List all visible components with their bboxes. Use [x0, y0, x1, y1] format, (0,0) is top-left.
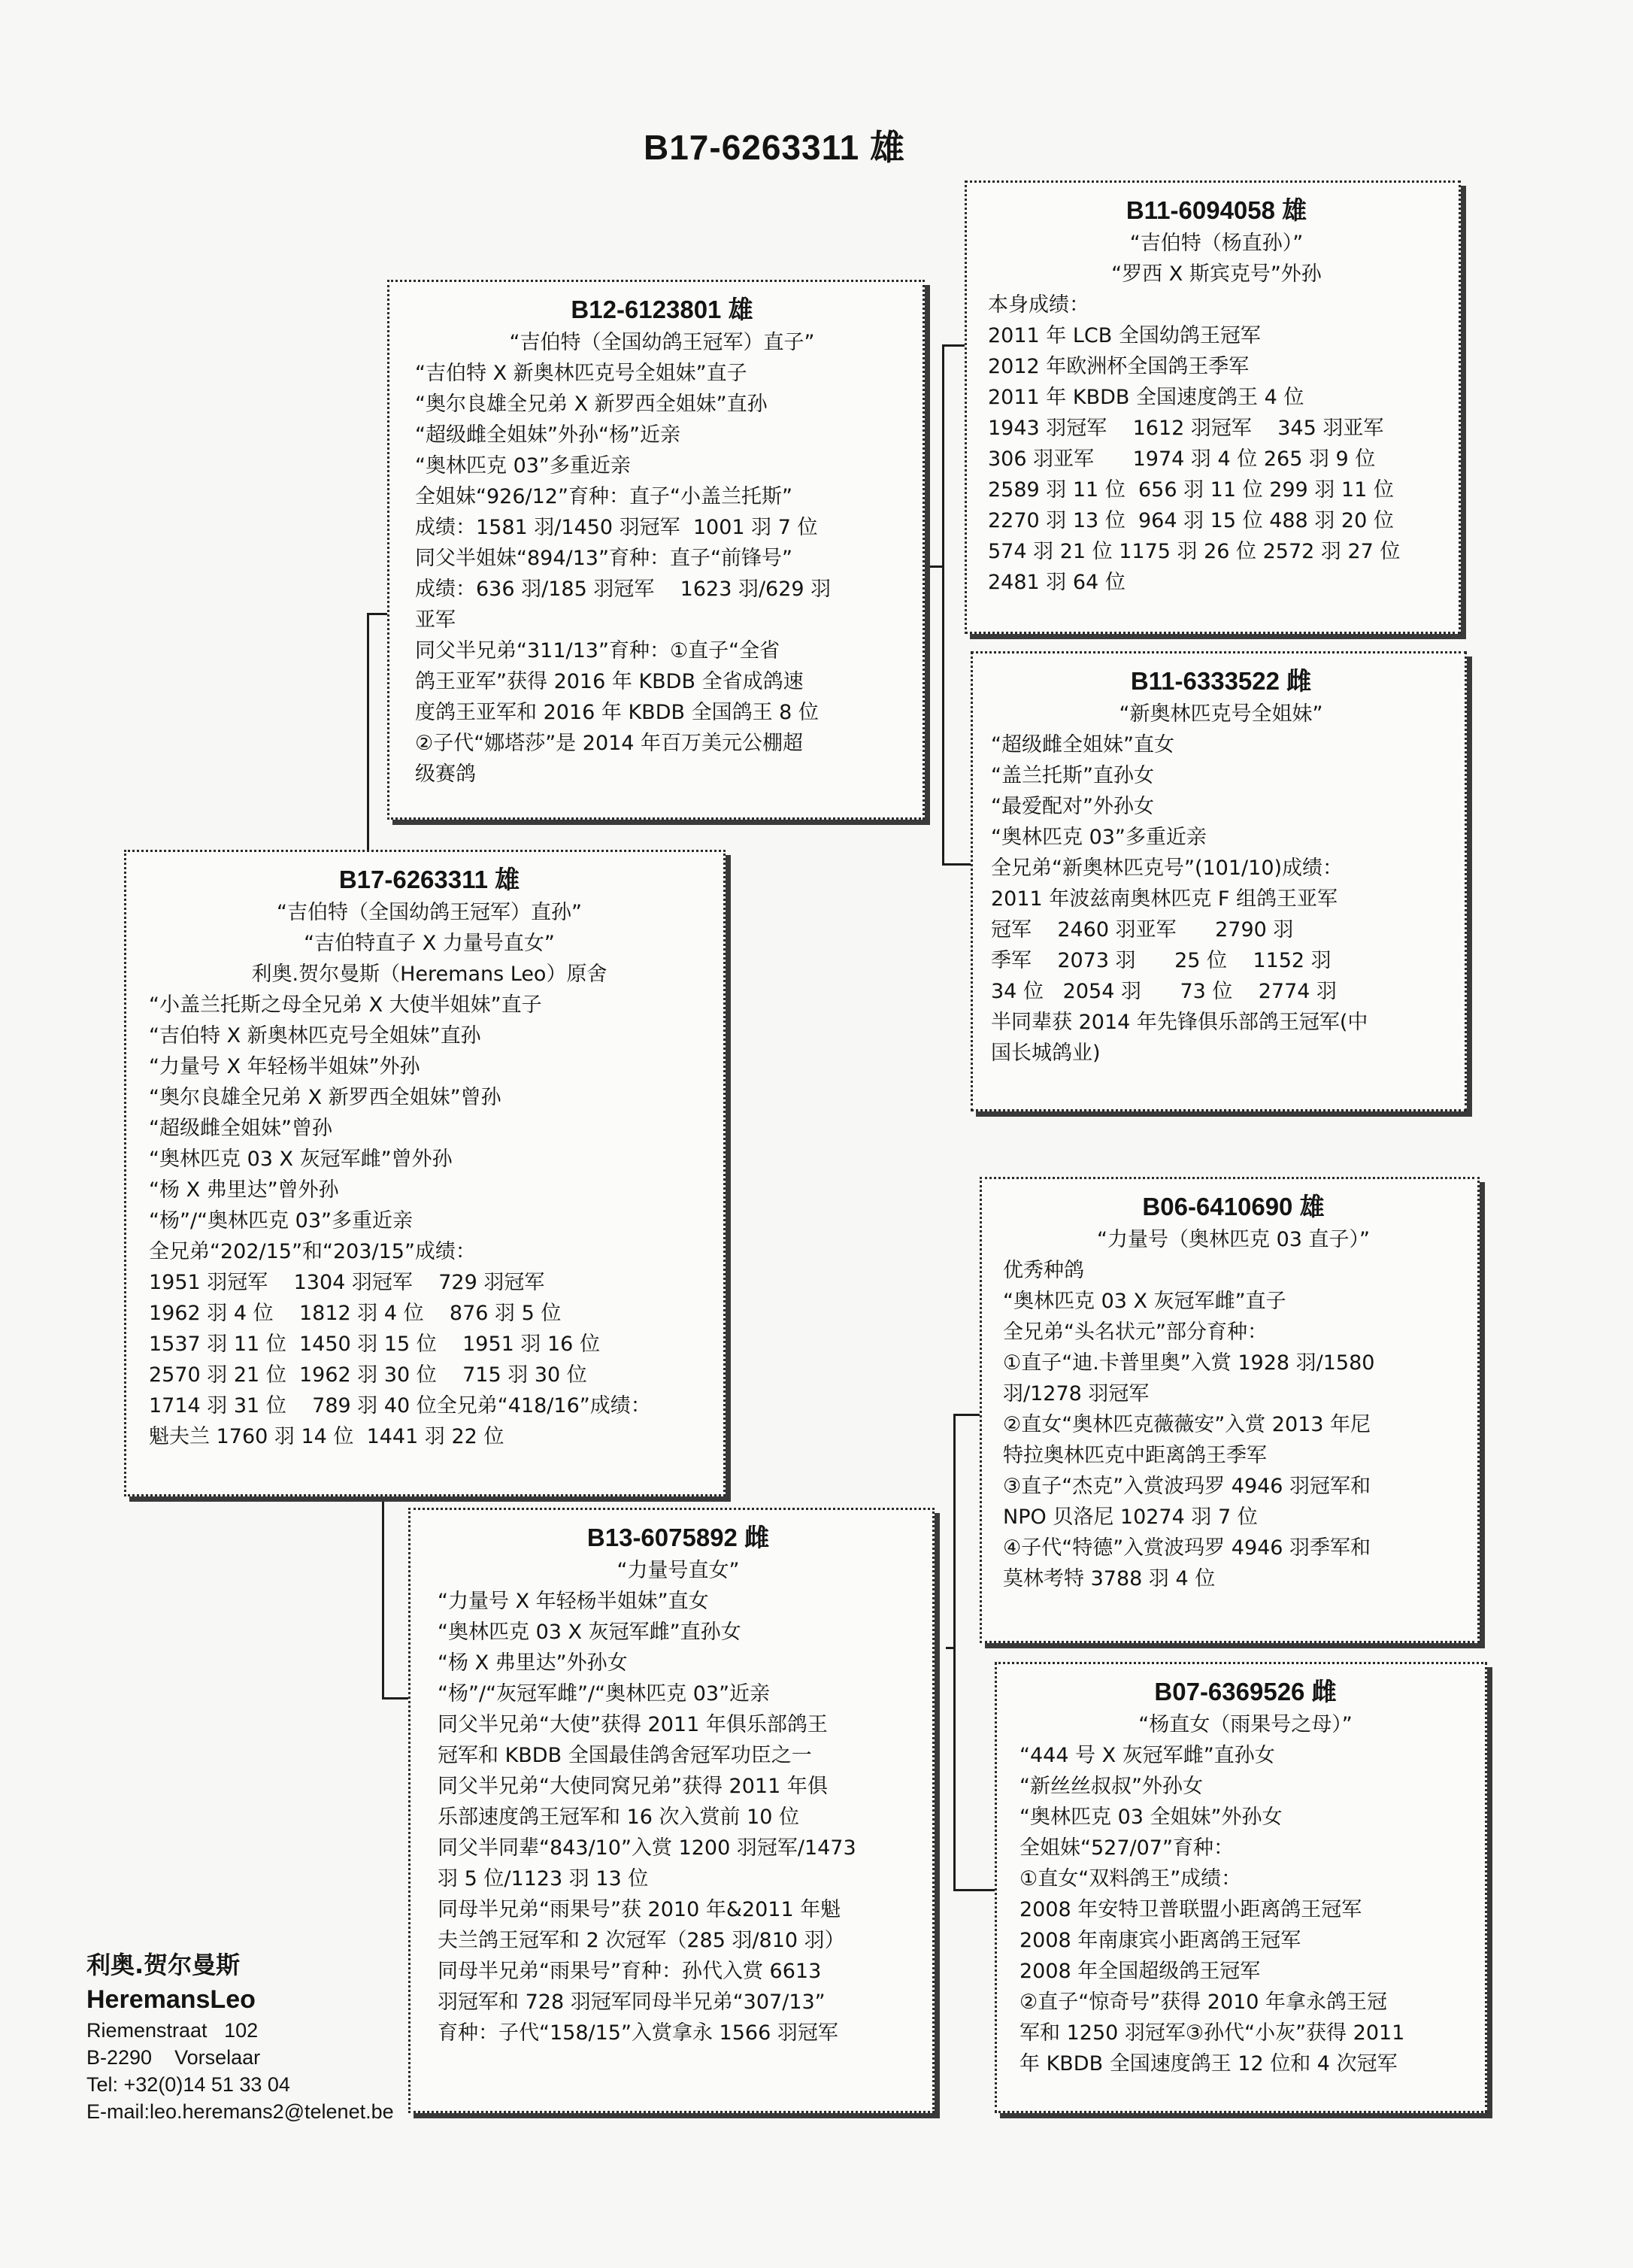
connector-sire-horizontal [367, 613, 388, 615]
ring-number: B06-6410690 雄 [1142, 1193, 1325, 1220]
card-line: 2008 年南康宾小距离鸽王冠军 [1019, 1929, 1301, 1952]
connector-dam-parents-vertical [953, 1414, 956, 1891]
pedigree-card-sire [387, 280, 925, 820]
card-line: ②直女“奥林匹克薇薇安”入赏 2013 年尼 [1003, 1413, 1371, 1436]
pedigree-card-subject [124, 850, 726, 1496]
card-line: 同父半兄弟“311/13”育种：①直子“全省 [415, 639, 780, 663]
connector-sire-parents-top [942, 344, 965, 347]
card-line: 成绩：1581 羽/1450 羽冠军 1001 羽 7 位 [415, 516, 818, 539]
card-line: 1537 羽 11 位 1450 羽 15 位 1951 羽 16 位 [149, 1333, 600, 1356]
card-line: 特拉奥林匹克中距离鸽王季军 [1003, 1444, 1267, 1467]
connector-sire-parents-vertical [942, 344, 944, 865]
card-line: “奥林匹克 03 全姐妹”外孙女 [1019, 1806, 1283, 1829]
card-line: 冠军 2460 羽亚军 2790 羽 [991, 918, 1294, 941]
card-line: “444 号 X 灰冠军雌”直孙女 [1019, 1744, 1275, 1767]
card-subtitle: “杨直女（雨果号之母）” [1138, 1713, 1353, 1736]
card-line: 冠军和 KBDB 全国最佳鸽舍冠军功臣之一 [438, 1744, 812, 1767]
ring-number: B17-6263311 雄 [338, 866, 520, 893]
breeder-name: HeremansLeo [86, 1985, 256, 2014]
card-line: 羽/1278 羽冠军 [1003, 1382, 1150, 1405]
connector-sire-parents-bottom [942, 863, 971, 866]
pedigree-card-sire-dam [971, 651, 1467, 1111]
card-subtitle: 利奥.贺尔曼斯（Heremans Leo）原舍 [251, 963, 607, 986]
ring-number: B13-6075892 雌 [586, 1524, 770, 1551]
pedigree-card-dam [408, 1508, 935, 2113]
ring-number: B11-6333522 雌 [1130, 667, 1312, 695]
card-line: “奥林匹克 03”多重近亲 [991, 826, 1207, 849]
card-line: NPO 贝洛尼 10274 羽 7 位 [1003, 1505, 1258, 1529]
connector-dam-vertical [382, 1493, 384, 1699]
card-line: 年 KBDB 全国速度鸽王 12 位和 4 次冠军 [1019, 2052, 1398, 2075]
card-line: ③直子“杰克”入赏波玛罗 4946 羽冠军和 [1003, 1475, 1371, 1498]
card-line: 本身成绩： [988, 293, 1089, 317]
connector-sire-parents-stub [923, 565, 944, 568]
card-line: ①直子“迪.卡普里奥”入赏 1928 羽/1580 [1003, 1351, 1375, 1375]
pedigree-card-sire-sire [965, 180, 1461, 634]
card-line: 军和 1250 羽冠军③孙代“小灰”获得 2011 [1019, 2021, 1405, 2045]
ring-number: B12-6123801 雄 [571, 296, 753, 323]
card-line: “超级雌全姐妹”曾孙 [149, 1117, 332, 1140]
connector-dam-horizontal [382, 1697, 409, 1699]
breeder-email: E-mail:leo.heremans2@telenet.be [86, 2100, 394, 2123]
card-line: 2011 年波兹南奥林匹克 F 组鸽王亚军 [991, 887, 1338, 911]
card-line: 同父半兄弟“大使同窝兄弟”获得 2011 年俱 [438, 1775, 828, 1798]
card-line: 2589 羽 11 位 656 羽 11 位 299 羽 11 位 [988, 478, 1394, 502]
card-line: ②直子“惊奇号”获得 2010 年拿永鸽王冠 [1019, 1991, 1388, 2014]
card-line: 鸽王亚军”获得 2016 年 KBDB 全省成鸽速 [415, 670, 804, 693]
card-line: 乐部速度鸽王冠军和 16 次入赏前 10 位 [438, 1806, 800, 1829]
card-line: 同父半同辈“843/10”入赏 1200 羽冠军/1473 [438, 1836, 856, 1860]
card-subtitle: “吉伯特（全国幼鸽王冠军）直孙” [277, 901, 582, 924]
card-line: 全姐妹“527/07”育种： [1019, 1836, 1234, 1860]
card-subtitle: “力量号直女” [617, 1559, 740, 1582]
card-line: “奥尔良雄全兄弟 X 新罗西全姐妹”直孙 [415, 393, 768, 416]
card-line: “最爱配对”外孙女 [991, 795, 1154, 818]
card-subtitle: “力量号（奥林匹克 03 直子）” [1097, 1228, 1370, 1251]
card-line: 成绩：636 羽/185 羽冠军 1623 羽/629 羽 [415, 578, 832, 601]
card-line: 度鸽王亚军和 2016 年 KBDB 全国鸽王 8 位 [415, 701, 819, 724]
card-line: 2481 羽 64 位 [988, 571, 1126, 594]
card-line: 级赛鸽 [415, 763, 476, 786]
card-line: “盖兰托斯”直孙女 [991, 764, 1154, 787]
card-line: 1951 羽冠军 1304 羽冠军 729 羽冠军 [149, 1271, 545, 1294]
card-line: 2008 年全国超级鸽王冠军 [1019, 1960, 1261, 1983]
card-line: 1714 羽 31 位 789 羽 40 位全兄弟“418/16”成绩： [149, 1394, 651, 1418]
card-line: “力量号 X 年轻杨半姐妹”外孙 [149, 1055, 420, 1078]
card-line: 2012 年欧洲杯全国鸽王季军 [988, 355, 1250, 378]
card-line: “奥林匹克 03”多重近亲 [415, 454, 631, 478]
connector-dam-parents-bottom [953, 1889, 995, 1891]
card-line: ①直女“双料鸽王”成绩： [1019, 1867, 1242, 1891]
card-line: 全兄弟“202/15”和“203/15”成绩： [149, 1240, 476, 1263]
connector-dam-parents-stub [946, 1647, 956, 1649]
connector-sire-vertical [367, 613, 369, 857]
card-line: “力量号 X 年轻杨半姐妹”直女 [438, 1590, 709, 1613]
card-line: “杨”/“奥林匹克 03”多重近亲 [149, 1209, 413, 1233]
card-line: 全兄弟“新奥林匹克号”(101/10)成绩： [991, 857, 1344, 880]
card-subtitle: “吉伯特（全国幼鸽王冠军）直子” [509, 331, 815, 354]
breeder-name-chinese: 利奥.贺尔曼斯 [86, 1951, 241, 1979]
card-line: 同母半兄弟“雨果号”获 2010 年&2011 年魁 [438, 1898, 841, 1921]
card-line: 莫林考特 3788 羽 4 位 [1003, 1567, 1216, 1590]
page-title: B17-6263311 雄 [643, 128, 906, 167]
card-line: 同父半兄弟“大使”获得 2011 年俱乐部鸽王 [438, 1713, 828, 1736]
card-subtitle: “吉伯特直子 X 力量号直女” [304, 932, 555, 955]
card-line: “超级雌全姐妹”直女 [991, 733, 1174, 757]
card-line: 羽 5 位/1123 羽 13 位 [438, 1867, 649, 1891]
pedigree-card-dam-sire [980, 1177, 1480, 1643]
card-line: 全姐妹“926/12”育种：直子“小盖兰托斯” [415, 485, 792, 508]
card-line: 1962 羽 4 位 1812 羽 4 位 876 羽 5 位 [149, 1302, 562, 1325]
card-line: “吉伯特 X 新奥林匹克号全姐妹”直子 [415, 362, 747, 385]
breeder-city: B-2290 Vorselaar [86, 2046, 261, 2069]
card-line: “杨 X 弗里达”曾外孙 [149, 1178, 339, 1202]
card-line: “奥尔良雄全兄弟 X 新罗西全姐妹”曾孙 [149, 1086, 501, 1109]
card-line: 季军 2073 羽 25 位 1152 羽 [991, 949, 1332, 972]
card-line: 2011 年 KBDB 全国速度鸽王 4 位 [988, 386, 1304, 409]
card-line: “吉伯特 X 新奥林匹克号全姐妹”直孙 [149, 1024, 481, 1048]
connector-dam-parents-top [953, 1414, 980, 1416]
card-line: 574 羽 21 位 1175 羽 26 位 2572 羽 27 位 [988, 540, 1401, 563]
card-line: 魁夫兰 1760 羽 14 位 1441 羽 22 位 [149, 1425, 504, 1448]
card-line: 同父半姐妹“894/13”育种：直子“前锋号” [415, 547, 792, 570]
breeder-phone: Tel: +32(0)14 51 33 04 [86, 2073, 290, 2096]
card-line: ②子代“娜塔莎”是 2014 年百万美元公棚超 [415, 732, 804, 755]
card-line: “超级雌全姐妹”外孙“杨”近亲 [415, 423, 680, 447]
card-line: “奥林匹克 03 X 灰冠军雌”曾外孙 [149, 1148, 453, 1171]
card-line: 羽冠军和 728 羽冠军同母半兄弟“307/13” [438, 1991, 826, 2014]
ring-number: B07-6369526 雌 [1154, 1678, 1337, 1706]
card-subtitle: “吉伯特（杨直孙）” [1129, 232, 1304, 255]
ring-number: B11-6094058 雄 [1126, 196, 1307, 224]
card-line: “奥林匹克 03 X 灰冠军雌”直孙女 [438, 1621, 741, 1644]
card-subtitle: “新奥林匹克号全姐妹” [1119, 702, 1323, 726]
card-line: 优秀种鸽 [1003, 1259, 1084, 1282]
card-line: “杨 X 弗里达”外孙女 [438, 1651, 628, 1675]
card-line: 半同辈获 2014 年先锋俱乐部鸽王冠军(中 [991, 1011, 1368, 1034]
pedigree-card-dam-dam [995, 1662, 1487, 2113]
card-line: 2008 年安特卫普联盟小距离鸽王冠军 [1019, 1898, 1362, 1921]
card-line: 2570 羽 21 位 1962 羽 30 位 715 羽 30 位 [149, 1363, 587, 1387]
card-line: “小盖兰托斯之母全兄弟 X 大使半姐妹”直子 [149, 993, 542, 1017]
breeder-street: Riemenstraat 102 [86, 2019, 259, 2042]
card-subtitle: “罗西 X 斯宾克号”外孙 [1111, 262, 1322, 286]
card-line: 2011 年 LCB 全国幼鸽王冠军 [988, 324, 1261, 347]
card-line: “奥林匹克 03 X 灰冠军雌”直子 [1003, 1290, 1286, 1313]
card-line: “新丝丝叔叔”外孙女 [1019, 1775, 1203, 1798]
card-line: ④子代“特德”入赏波玛罗 4946 羽季军和 [1003, 1536, 1371, 1560]
card-line: 国长城鸽业) [991, 1042, 1101, 1065]
breeder-contact [86, 1948, 394, 2125]
card-line: 2270 羽 13 位 964 羽 15 位 488 羽 20 位 [988, 509, 1394, 532]
card-line: 夫兰鸽王冠军和 2 次冠军（285 羽/810 羽） [438, 1929, 845, 1952]
card-line: 育种：子代“158/15”入赏拿永 1566 羽冠军 [438, 2021, 838, 2045]
card-line: 同母半兄弟“雨果号”育种：孙代入赏 6613 [438, 1960, 822, 1983]
card-line: 34 位 2054 羽 73 位 2774 羽 [991, 980, 1338, 1003]
card-line: 全兄弟“头名状元”部分育种： [1003, 1320, 1268, 1344]
card-line: 306 羽亚军 1974 羽 4 位 265 羽 9 位 [988, 447, 1376, 471]
card-line: 1943 羽冠军 1612 羽冠军 345 羽亚军 [988, 417, 1384, 440]
card-line: 亚军 [415, 608, 456, 632]
card-line: “杨”/“灰冠军雌”/“奥林匹克 03”近亲 [438, 1682, 771, 1706]
